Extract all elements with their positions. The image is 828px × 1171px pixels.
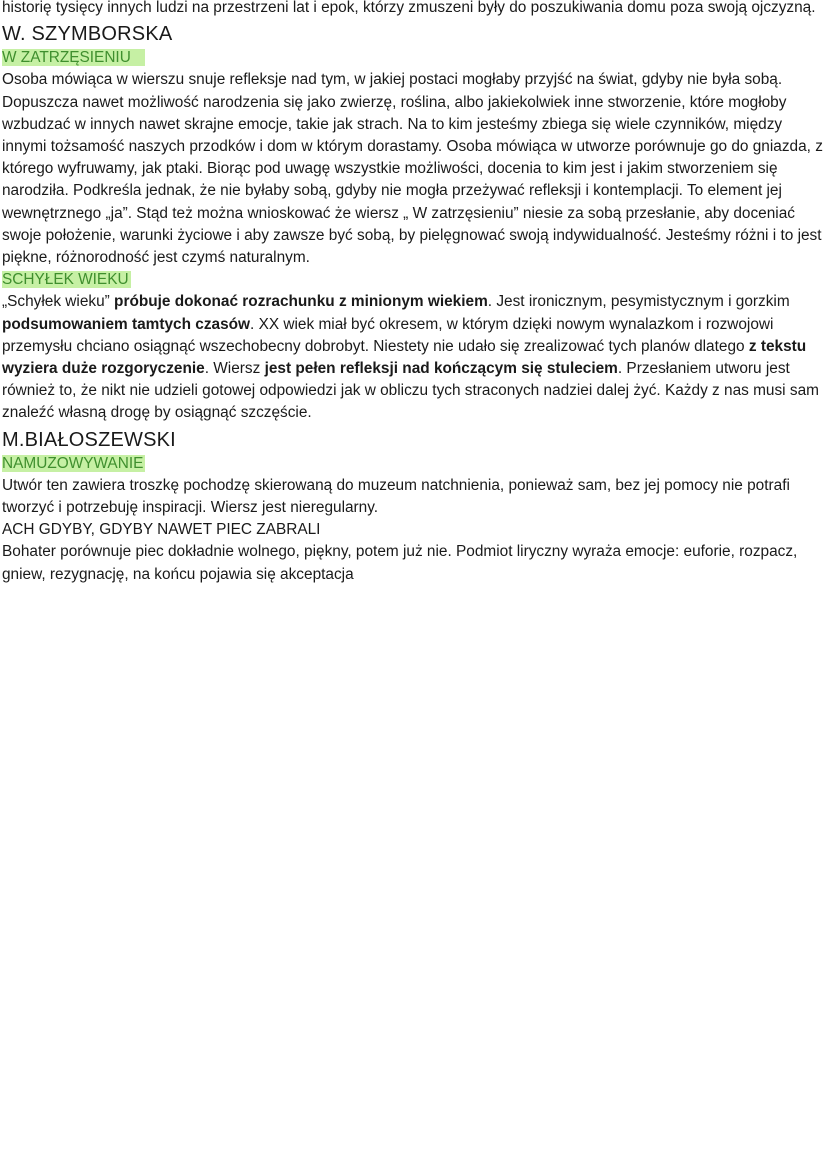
poem-title-schylek-wieku: SCHYŁEK WIEKU <box>2 271 129 289</box>
poem-title-line <box>2 453 824 475</box>
author-heading-bialoszewski: M.BIAŁOSZEWSKI <box>2 428 176 451</box>
bold-run: próbuje dokonać rozrachunku z minionym wiekiem <box>114 293 488 311</box>
bold-run: jest pełen refleksji nad kończącym się stuleciem <box>264 360 618 378</box>
text-run: . Jest ironicznym, pesymistycznym i gorzkim <box>487 293 790 311</box>
poem-title-line <box>2 47 824 69</box>
intro-paragraph: historię tysięcy innych ludzi na przestrzeni lat i epok, którzy zmuszeni były do poszukiwania domu poza swoją ojczyzną. <box>2 0 816 16</box>
author-heading-szymborska: W. SZYMBORSKA <box>2 23 173 46</box>
paragraph-ach-gdyby: Bohater porównuje piec dokładnie wolnego, piękny, potem już nie. Podmiot liryczny wyraża emocje: euforie, rozpacz, gniew, rezygnację, na końcu pojawia się akceptacja <box>2 543 798 583</box>
text-run: „Schyłek wieku” <box>2 293 115 311</box>
text-run: . Wiersz <box>204 360 265 378</box>
text-run: . XX wiek miał być okresem, w którym dzięki nowym wynalazkom i rozwojowi przemysłu chciano osiągnąć wszechobecny dobrobyt. Niestety nie udało się zrealizować tych planów dlatego <box>2 315 774 355</box>
poem-title-ach-gdyby: ACH GDYBY, GDYBY NAWET PIEC ZABRALI <box>2 521 321 539</box>
poem-title-line <box>2 269 824 291</box>
poem-title-namuzowywanie: NAMUZOWYWANIE <box>2 454 144 472</box>
paragraph-namuzowywanie: Utwór ten zawiera troszkę pochodzę skierowaną do muzeum natchnienia, ponieważ sam, bez jej pomocy nie potrafi tworzyć i potrzebuję inspiracji. Wiersz jest nieregularny. <box>2 476 790 517</box>
text-run: . Przesłaniem utworu jest również to, że nikt nie udzieli gotowej odpowiedzi jak w obliczu tych straconych nadziei dalej żyć. Każdy z nas musi sam znaleźć własną drogę by osiągnąć szczęście. <box>2 360 819 422</box>
paragraph-w-zatrzesieniu: Osoba mówiąca w wierszu snuje refleksje nad tym, w jakiej postaci mogłaby przyjść na świat, gdyby nie była sobą. Dopuszcza nawet możliwość narodzenia się jako zwierzę, roślina, albo jakiekolwiek inne stworzenie, które mogłoby wzbudzać w innych nawet skrajne emocje, takie jak strach. Na to kim jesteśmy zbiega się wiele czynników, między innymi tożsamość naszych przodków i dom w którym dorastamy. Osoba mówiąca w utworze porównuje go do gniazda, z którego wyfruwamy, jak ptaki. Biorąc pod uwagę wszystkie możliwości, docenia to kim jest i jakim stworzeniem się narodziła. Podkreśla jednak, że nie byłaby sobą, gdyby nie mogła przeżywać refleksji i kontemplacji. To element jej wewnętrznego „ja”. Stąd też można wnioskować że wiersz „ W zatrzęsieniu” niesie za sobą przesłanie, aby doceniać swoje położenie, warunki życiowe i aby zawsze być sobą, by pielęgnować swoją indywidualność. Jesteśmy różni i to jest piękne, różnorodność jest czymś naturalnym. <box>2 71 823 267</box>
bold-run: podsumowaniem tamtych czasów <box>2 315 251 333</box>
bold-run: z tekstu wyziera duże rozgoryczenie <box>2 337 807 378</box>
paragraph-schylek-wieku <box>2 291 824 424</box>
poem-title-w-zatrzesieniu: W ZATRZĘSIENIU <box>2 49 145 66</box>
